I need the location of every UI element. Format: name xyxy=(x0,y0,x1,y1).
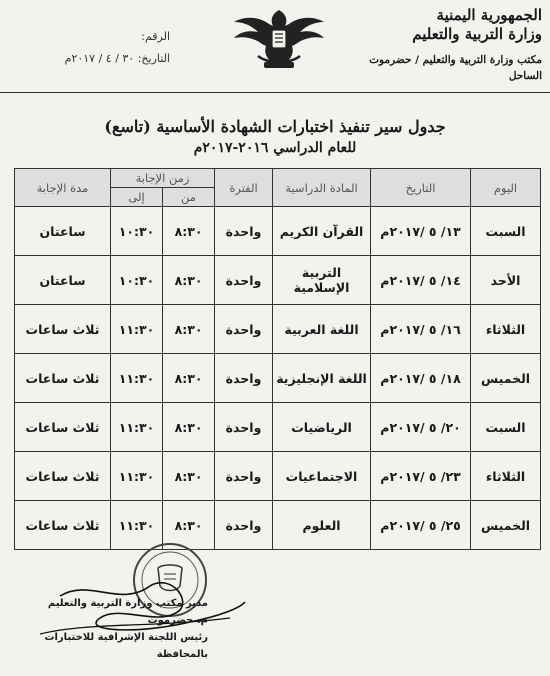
cell-subject: الرياضيات xyxy=(273,403,371,452)
reference-block xyxy=(20,26,170,70)
yemen-emblem-icon xyxy=(228,6,330,70)
cell-date: ١٦/ ٥ /٢٠١٧م xyxy=(371,305,471,354)
cell-duration: ساعتان xyxy=(15,207,111,256)
cell-from: ٨:٣٠ xyxy=(163,207,215,256)
cell-date: ٢٠/ ٥ /٢٠١٧م xyxy=(371,403,471,452)
header-subject: المادة الدراسية xyxy=(273,169,371,207)
cell-from: ٨:٣٠ xyxy=(163,452,215,501)
document-date: التاريخ: ٣٠ / ٤ / ٢٠١٧م xyxy=(64,52,170,65)
cell-day: السبت xyxy=(471,403,541,452)
table-row xyxy=(15,452,541,501)
cell-period: واحدة xyxy=(215,403,273,452)
cell-duration: ثلاث ساعات xyxy=(15,305,111,354)
header-period: الفترة xyxy=(215,169,273,207)
table-row xyxy=(15,256,541,305)
document-title xyxy=(40,116,510,158)
cell-from: ٨:٣٠ xyxy=(163,256,215,305)
exam-schedule-table xyxy=(14,168,541,550)
cell-day: الثلاثاء xyxy=(471,452,541,501)
cell-to: ١١:٣٠ xyxy=(111,354,163,403)
cell-to: ١٠:٣٠ xyxy=(111,207,163,256)
cell-subject: التربية الإسلامية xyxy=(273,256,371,305)
cell-day: السبت xyxy=(471,207,541,256)
header-to: إلى xyxy=(111,188,163,207)
title-line-2: للعام الدراسي ٢٠١٦-٢٠١٧م xyxy=(193,140,357,156)
republic-name: الجمهورية اليمنية xyxy=(436,6,542,24)
cell-duration: ثلاث ساعات xyxy=(15,403,111,452)
cell-period: واحدة xyxy=(215,207,273,256)
cell-period: واحدة xyxy=(215,256,273,305)
office-name: مكتب وزارة التربية والتعليم / حضرموت الساحل xyxy=(369,54,542,82)
cell-date: ٢٥/ ٥ /٢٠١٧م xyxy=(371,501,471,550)
signer-name: م. حضرموت xyxy=(147,615,208,626)
header-date: التاريخ xyxy=(371,169,471,207)
cell-subject: العلوم xyxy=(273,501,371,550)
table-row xyxy=(15,403,541,452)
committee-title: رئيس اللجنة الإشرافية للاختبارات بالمحافظة xyxy=(44,632,208,660)
cell-date: ١٨/ ٥ /٢٠١٧م xyxy=(371,354,471,403)
cell-to: ١١:٣٠ xyxy=(111,452,163,501)
cell-duration: ساعتان xyxy=(15,256,111,305)
cell-from: ٨:٣٠ xyxy=(163,305,215,354)
cell-period: واحدة xyxy=(215,354,273,403)
cell-duration: ثلاث ساعات xyxy=(15,452,111,501)
header-day: اليوم xyxy=(471,169,541,207)
cell-from: ٨:٣٠ xyxy=(163,354,215,403)
cell-date: ٢٣/ ٥ /٢٠١٧م xyxy=(371,452,471,501)
ref-number-label: الرقم: xyxy=(141,30,170,43)
signature-block xyxy=(38,595,208,663)
table-row xyxy=(15,207,541,256)
ministry-name: وزارة التربية والتعليم xyxy=(412,25,542,43)
cell-day: الخميس xyxy=(471,501,541,550)
cell-period: واحدة xyxy=(215,305,273,354)
cell-day: الأحد xyxy=(471,256,541,305)
cell-period: واحدة xyxy=(215,501,273,550)
table-row xyxy=(15,354,541,403)
header-duration: مدة الإجابة xyxy=(15,169,111,207)
cell-subject: القرآن الكريم xyxy=(273,207,371,256)
cell-to: ١١:٣٠ xyxy=(111,305,163,354)
signer-title: مدير مكتب وزارة التربية والتعليم xyxy=(47,598,208,609)
cell-subject: اللغة الإنجليزية xyxy=(273,354,371,403)
cell-subject: اللغة العربية xyxy=(273,305,371,354)
cell-to: ١٠:٣٠ xyxy=(111,256,163,305)
ministry-header xyxy=(342,6,542,84)
cell-duration: ثلاث ساعات xyxy=(15,501,111,550)
cell-period: واحدة xyxy=(215,452,273,501)
header-answer-time: زمن الإجابة xyxy=(111,169,215,188)
cell-day: الثلاثاء xyxy=(471,305,541,354)
cell-from: ٨:٣٠ xyxy=(163,501,215,550)
header-from: من xyxy=(163,188,215,207)
cell-date: ١٣/ ٥ /٢٠١٧م xyxy=(371,207,471,256)
cell-date: ١٤/ ٥ /٢٠١٧م xyxy=(371,256,471,305)
cell-from: ٨:٣٠ xyxy=(163,403,215,452)
table-row xyxy=(15,305,541,354)
cell-subject: الاجتماعيات xyxy=(273,452,371,501)
header-divider xyxy=(0,92,550,93)
cell-to: ١١:٣٠ xyxy=(111,501,163,550)
cell-to: ١١:٣٠ xyxy=(111,403,163,452)
cell-day: الخميس xyxy=(471,354,541,403)
title-line-1: جدول سير تنفيذ اختبارات الشهادة الأساسية (تاسع) xyxy=(104,117,446,136)
cell-duration: ثلاث ساعات xyxy=(15,354,111,403)
